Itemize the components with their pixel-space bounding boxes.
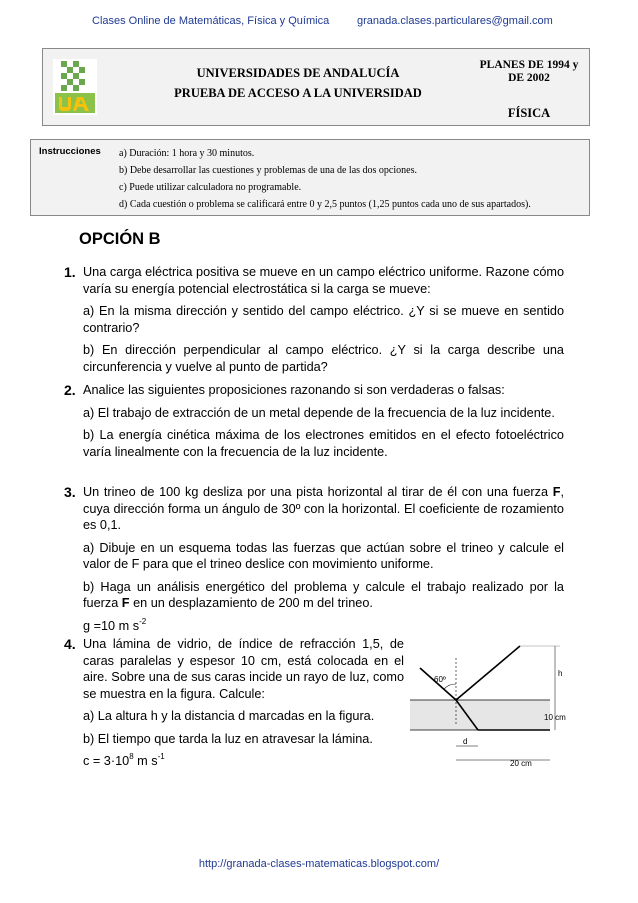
exam-title-box — [42, 48, 590, 126]
question-part-b: b) En dirección perpendicular al campo eléctrico. ¿Y si la carga describe una circunferencia y vuelve al punto de partida? — [83, 343, 564, 374]
instruction-item: c) Puede utilizar calculadora no programable. — [119, 182, 302, 193]
question-part-b: b) El tiempo que tarda la luz en atravesar la lámina. — [83, 731, 373, 746]
question-3 — [64, 484, 564, 640]
width-label: 20 cm — [510, 759, 532, 768]
question-part-a: a) El trabajo de extracción de un metal depende de la frecuencia de la luz incidente. — [83, 405, 555, 420]
instructions-list — [119, 145, 531, 213]
question-1 — [64, 264, 564, 381]
force-symbol: F — [121, 596, 130, 610]
header-email: granada.clases.particulares@gmail.com — [357, 15, 553, 27]
question-2 — [64, 382, 564, 466]
header-site-name: Clases Online de Matemáticas, Física y Química — [92, 15, 330, 27]
reflected-ray — [456, 646, 520, 700]
gravity-value: g =10 m $s^{-2}$ — [83, 616, 147, 633]
subject-label: FÍSICA — [507, 106, 551, 120]
angle-arc — [444, 684, 456, 689]
incident-ray — [420, 668, 456, 700]
thickness-label: 10 cm — [544, 713, 566, 722]
instructions-label: Instrucciones — [39, 146, 101, 157]
question-text: Un trineo de 100 kg desliza por una pista horizontal al tirar de él con una fuerza F, cuya dirección forma un ángulo de 30º con la horizontal. El coeficiente de rozamiento es 0,1. — [83, 485, 564, 532]
page-footer-url[interactable]: http://granada-clases-matematicas.blogspot.com/ — [198, 858, 440, 870]
option-title: OPCIÓN B — [79, 230, 161, 248]
question-part-a: a) En la misma dirección y sentido del campo eléctrico. ¿Y si se mueve en sentido contrario? — [83, 304, 564, 335]
light-speed-value: $c = 3\cdot 10^8$ m $s^{-1}$ — [83, 752, 165, 768]
instruction-item: d) Cada cuestión o problema se calificará entre 0 y 2,5 puntos (1,25 puntos cada uno de sus apartados). — [119, 199, 531, 210]
question-part-a: a) Dibuje en un esquema todas las fuerzas que actúan sobre el trineo y calcule el valor de F para que el trineo deslice con movimiento uniforme. — [83, 540, 564, 571]
question-4 — [64, 636, 404, 776]
question-number: 2. — [64, 382, 76, 398]
plans-line1: PLANES DE 1994 y — [479, 59, 579, 71]
glass-slab — [410, 700, 550, 730]
question-part-b: b) Haga un análisis energético del problema y calcule el trabajo realizado por la fuerza F en un desplazamiento de 200 m del trineo. — [83, 579, 564, 610]
exam-title-line2: PRUEBA DE ACCESO A LA UNIVERSIDAD — [174, 86, 422, 100]
question-text: Una lámina de vidrio, de índice de refracción 1,5, de caras paralelas y espesor 10 cm, está colocada en el aire. Sobre una de sus caras incide un rayo de luz, como se muestra en la figura. Calcule: — [83, 637, 404, 701]
question-part-a: a) La altura h y la distancia d marcadas en la figura. — [83, 709, 375, 723]
instruction-item: b) Debe desarrollar las cuestiones y problemas de una de las dos opciones. — [119, 165, 417, 176]
h-label: h — [558, 669, 563, 678]
d-label: d — [463, 737, 468, 746]
question-text: Una carga eléctrica positiva se mueve en un campo eléctrico uniforme. Razone cómo varía su energía potencial electrostática si la carga se mueve: — [83, 265, 564, 296]
glass-slab-figure — [410, 640, 580, 770]
force-symbol: F — [552, 485, 561, 499]
question-part-b: b) La energía cinética máxima de los electrones emitidos en el efecto fotoeléctrico varía linealmente con la frecuencia de la luz incidente. — [83, 428, 564, 459]
question-number: 3. — [64, 484, 76, 500]
question-number: 4. — [64, 636, 76, 652]
plans-label — [475, 59, 583, 85]
angle-label: 60º — [434, 675, 446, 684]
exam-title-line1: UNIVERSIDADES DE ANDALUCÍA — [196, 66, 400, 80]
plans-line2: DE 2002 — [508, 72, 550, 84]
instruction-item: a) Duración: 1 hora y 30 minutos. — [119, 148, 255, 159]
question-text: Analice las siguientes proposiciones razonando si son verdaderas o falsas: — [83, 383, 505, 397]
instructions-box — [30, 139, 590, 216]
university-logo-icon — [53, 59, 97, 115]
question-number: 1. — [64, 264, 76, 280]
